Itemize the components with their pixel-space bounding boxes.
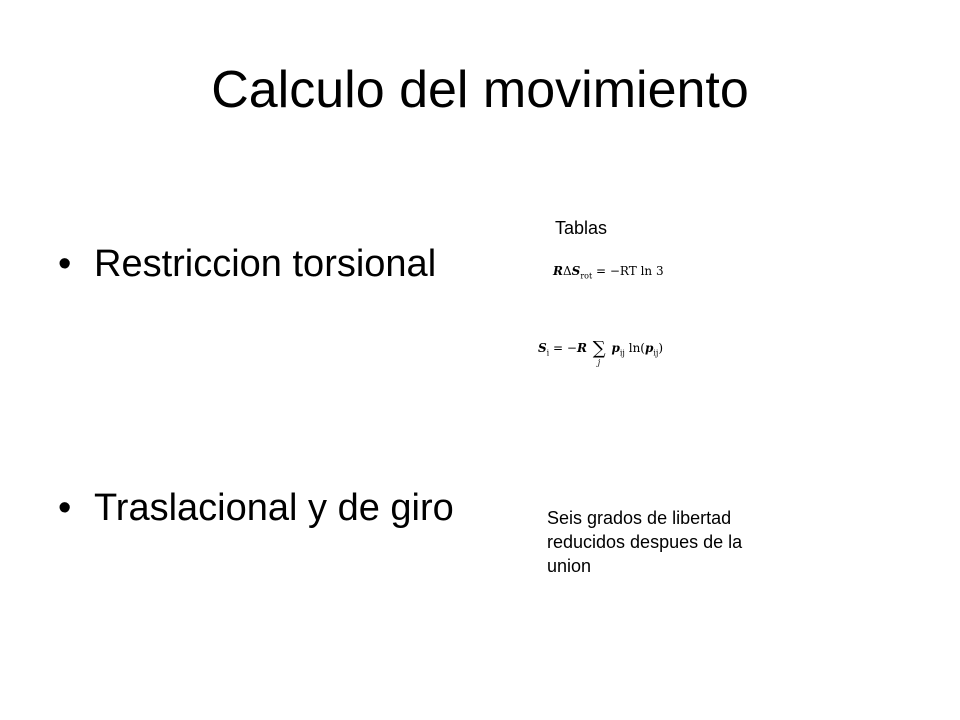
eq-sum-index: j: [597, 358, 601, 367]
summation-symbol: [592, 338, 606, 367]
slide-title: Calculo del movimiento: [211, 61, 749, 119]
bullet-item: [58, 242, 436, 286]
eq-subscript: ij: [619, 348, 625, 358]
eq-sum: ∑: [592, 338, 606, 359]
eq-subscript: i: [546, 348, 550, 358]
eq-rhs: = −RT ln 3: [592, 264, 664, 278]
eq-symbol: S: [538, 341, 547, 355]
eq-operator: = −: [549, 341, 577, 355]
bullet-item: [58, 486, 454, 530]
eq-symbol: p: [644, 341, 654, 355]
note-seis-grados: Seis grados de libertad reducidos despues de la union: [547, 508, 743, 576]
eq-subscript: rot: [580, 271, 593, 281]
bullet-text: Restriccion torsional: [94, 243, 437, 285]
eq-symbol: Δ: [562, 264, 572, 278]
bullet-marker: •: [58, 487, 72, 529]
eq-function: ln(: [624, 341, 645, 355]
equation-configurational-entropy: [538, 338, 664, 367]
note-tablas: Tablas: [555, 218, 608, 238]
eq-paren: ): [658, 341, 664, 355]
eq-subscript: ij: [653, 348, 659, 358]
bullet-marker: •: [58, 243, 72, 285]
eq-symbol: R: [553, 264, 563, 278]
eq-symbol: p: [611, 341, 620, 355]
eq-symbol: S: [571, 264, 581, 278]
equation-rotational-entropy: [553, 264, 664, 280]
bullet-text: Traslacional y de giro: [94, 487, 454, 529]
eq-symbol: R: [576, 341, 587, 355]
